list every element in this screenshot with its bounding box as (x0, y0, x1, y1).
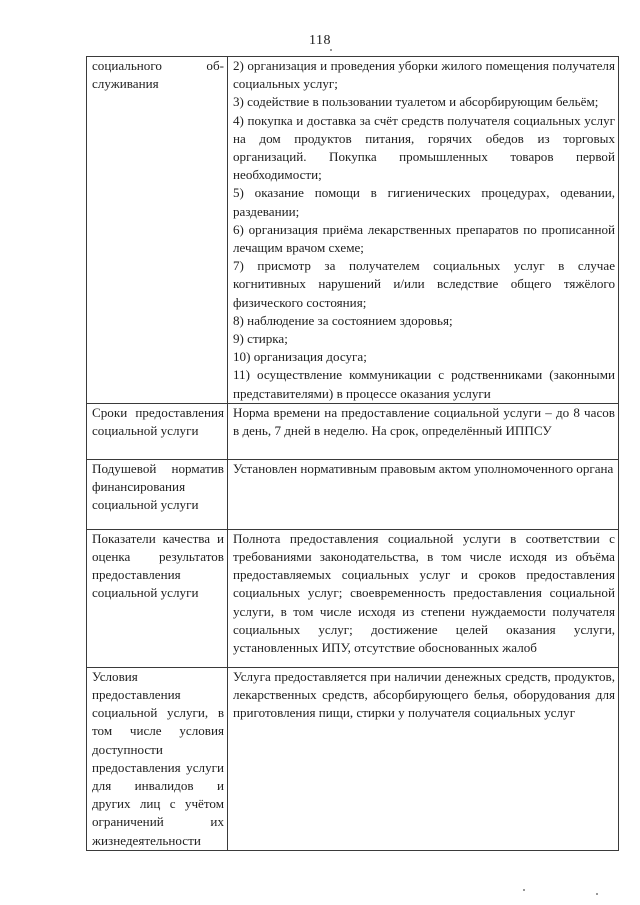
row-label-quality-indicators: Показатели качества и оценка результатов предоставления социальной услуги (87, 529, 228, 667)
row-value-provision-conditions: Услуга предоставляется при наличии денежных средств, продуктов, лекарственных средств, абсорбирующего белья, оборудования для приготовления пищи, стирки у получателя социальных услуг (228, 667, 619, 850)
scan-speck (330, 49, 332, 51)
table-row-service-terms (87, 403, 619, 459)
scan-speck (523, 889, 525, 891)
table-row-financing-norm (87, 459, 619, 529)
table-row-provision-conditions (87, 667, 619, 850)
list-item: 9) стирка; (233, 331, 288, 347)
list-item: 5) оказание помощи в гигиенических процедурах, одевании, раздевании; (233, 185, 615, 219)
service-standard-table (86, 56, 619, 851)
row-value-service-list (228, 57, 619, 404)
list-item: 6) организация приёма лекарственных препаратов по прописанной лечащим врачом схеме; (233, 221, 615, 256)
list-item: 2) организация и проведения уборки жилого помещения получателя социальных услуг; (233, 58, 615, 92)
page-number: 118 (309, 33, 331, 48)
list-item: 8) наблюдение за состоянием здоровья; (233, 312, 453, 328)
list-item: 11) осуществление коммуникации с родственниками (законными представителями) в процессе оказания услуги (233, 367, 615, 401)
scan-speck (596, 893, 598, 895)
row-label-provision-conditions: Условия предоставления социальной услуги, в том числе условия доступности предоставления услуги для инвалидов и других лиц с учётом ограничений их жизнедеятельности (87, 667, 228, 850)
row-value-financing-norm: Установлен нормативным правовым актом уполномоченного органа (228, 459, 619, 529)
list-item: 7) присмотр за получателем социальных услуг в случае когнитивных нарушений и/или вследствие общего тяжёлого физического состояния; (233, 258, 615, 310)
row-label-financing-norm: Подушевой норматив финансирования социальной услуги (87, 459, 228, 529)
row-label-service-terms: Сроки предоставления социальной услуги (87, 403, 228, 459)
table-row-quality-indicators (87, 529, 619, 667)
table-row-service-content (87, 57, 619, 404)
list-item: 4) покупка и доставка за счёт средств получателя социальных услуг на дом продуктов питания, горячих обедов из торговых организаций. Покупка промышленных товаров первой необходимости; (233, 112, 615, 183)
list-item: 10) организация досуга; (233, 349, 367, 365)
list-item: 3) содействие в пользовании туалетом и абсорбирующим бельём; (233, 94, 599, 110)
row-value-service-terms: Норма времени на предоставление социальной услуги – до 8 часов в день, 7 дней в неделю. На срок, определённый ИППСУ (228, 403, 619, 459)
row-label-service-content: социального об-служивания (87, 57, 228, 404)
row-value-quality-indicators: Полнота предоставления социальной услуги в соответствии с требованиями законодательства, в том числе исходя из объёма предоставляемых социальных услуг и сроков предоставления социальных услуг; своевременность предоставления социальной услуги, в том числе исходя из степени нуждаемости получателя социальных услуг; достижение целей оказания услуги, установленных ИПУ, отсутствие обоснованных жалоб (228, 529, 619, 667)
